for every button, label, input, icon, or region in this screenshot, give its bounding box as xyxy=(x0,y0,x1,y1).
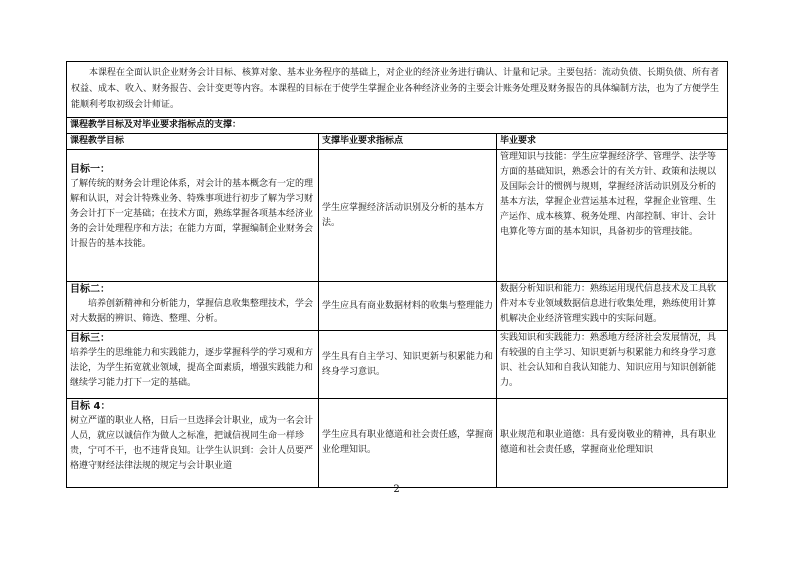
objective-text: 培养创新精神和分析能力，掌握信息收集整理技术，学会对大数据的辨识、筛选、整理、分析。 xyxy=(70,299,314,324)
table-row xyxy=(67,282,728,331)
objective-cell xyxy=(67,282,319,331)
header-objective: 课程教学目标 xyxy=(67,134,319,150)
requirement-cell: 管理知识与技能：学生应掌握经济学、管理学、法学等方面的基础知识，熟悉会计的有关方针、政策和法规以及国际会计的惯例与规则，掌握经济活动识别及分析的基本方法，掌握企业营运基本过程，掌握企业管理、生产运作、成本核算、税务处理、内部控制、审计、会计电算化等方面的基本知识，具备初步的管理技能。 xyxy=(497,150,728,282)
objective-text: 培养学生的思维能力和实践能力，逐步掌握科学的学习观和方法论，为学生拓宽就业领域，提高全面素质，增强实践能力和继续学习能力打下一定的基础。 xyxy=(70,348,314,388)
objective-cell xyxy=(67,331,319,399)
support-cell: 学生应具有商业数据材料的收集与整理能力 xyxy=(319,282,497,331)
table-row xyxy=(67,331,728,399)
table-row xyxy=(67,399,728,488)
requirement-cell: 数据分析知识和能力：熟练运用现代信息技术及工具软件对本专业领域数据信息进行收集处理，熟练使用计算机解决企业经济管理实践中的实际问题。 xyxy=(497,282,728,331)
intro-row xyxy=(67,62,728,118)
objective-cell xyxy=(67,150,319,282)
support-cell: 学生具有自主学习、知识更新与积累能力和终身学习意识。 xyxy=(319,331,497,399)
course-objectives-table xyxy=(66,61,728,488)
objective-cell xyxy=(67,399,319,488)
objective-title: 目标二： xyxy=(70,284,110,295)
objective-title: 目标 4： xyxy=(70,401,111,412)
course-intro: 本课程在全面认识企业财务会计目标、核算对象、基本业务程序的基础上，对企业的经济业务进行确认、计量和记录。主要包括：流动负债、长期负债、所有者权益、成本、收入、财务报告、会计变更等内容。本课程的目标在于使学生掌握企业各种经济业务的主要会计账务处理及财务报告的具体编制方法，也为了方便学生能顺利考取初级会计师证。 xyxy=(67,62,728,118)
section-heading-row xyxy=(67,118,728,134)
header-row xyxy=(67,134,728,150)
objective-title: 目标三： xyxy=(70,333,110,344)
support-cell: 学生应掌握经济活动识别及分析的基本方法。 xyxy=(319,150,497,282)
objective-title: 目标一： xyxy=(70,164,110,175)
page-number: 2 xyxy=(393,484,400,495)
objective-text: 了解传统的财务会计理论体系，对会计的基本概念有一定的理解和认识，对会计特殊业务、特殊事项进行初步了解为学习财务会计打下一定基础；在技术方面，熟练掌握各项基本经济业务的会计处理程序和方法；在能力方面，掌握编制企业财务会计报告的基本技能。 xyxy=(70,179,314,249)
document-page xyxy=(66,61,727,488)
header-support: 支撑毕业要求指标点 xyxy=(319,134,497,150)
header-requirement: 毕业要求 xyxy=(497,134,728,150)
table-row xyxy=(67,150,728,282)
objective-text: 树立严谨的职业人格，日后一旦选择会计职业，成为一名会计人员，就应以诚信作为做人之标准，把诚信视同生命一样珍贵，宁可不干，也不违背良知。让学生认识到：会计人员要严格遵守财经法律法规的规定与会计职业道 xyxy=(70,416,314,471)
section-heading: 课程教学目标及对毕业要求指标点的支撑： xyxy=(67,118,728,134)
requirement-cell: 职业规范和职业道德：具有爱岗敬业的精神，具有职业德道和社会责任感，掌握商业伦理知识 xyxy=(497,399,728,488)
requirement-cell: 实践知识和实践能力：熟悉地方经济社会发展情况，具有较强的自主学习、知识更新与积累能力和终身学习意识、社会认知和自我认知能力、知识应用与知识创新能力。 xyxy=(497,331,728,399)
support-cell: 学生应具有职业德道和社会责任感，掌握商业伦理知识。 xyxy=(319,399,497,488)
